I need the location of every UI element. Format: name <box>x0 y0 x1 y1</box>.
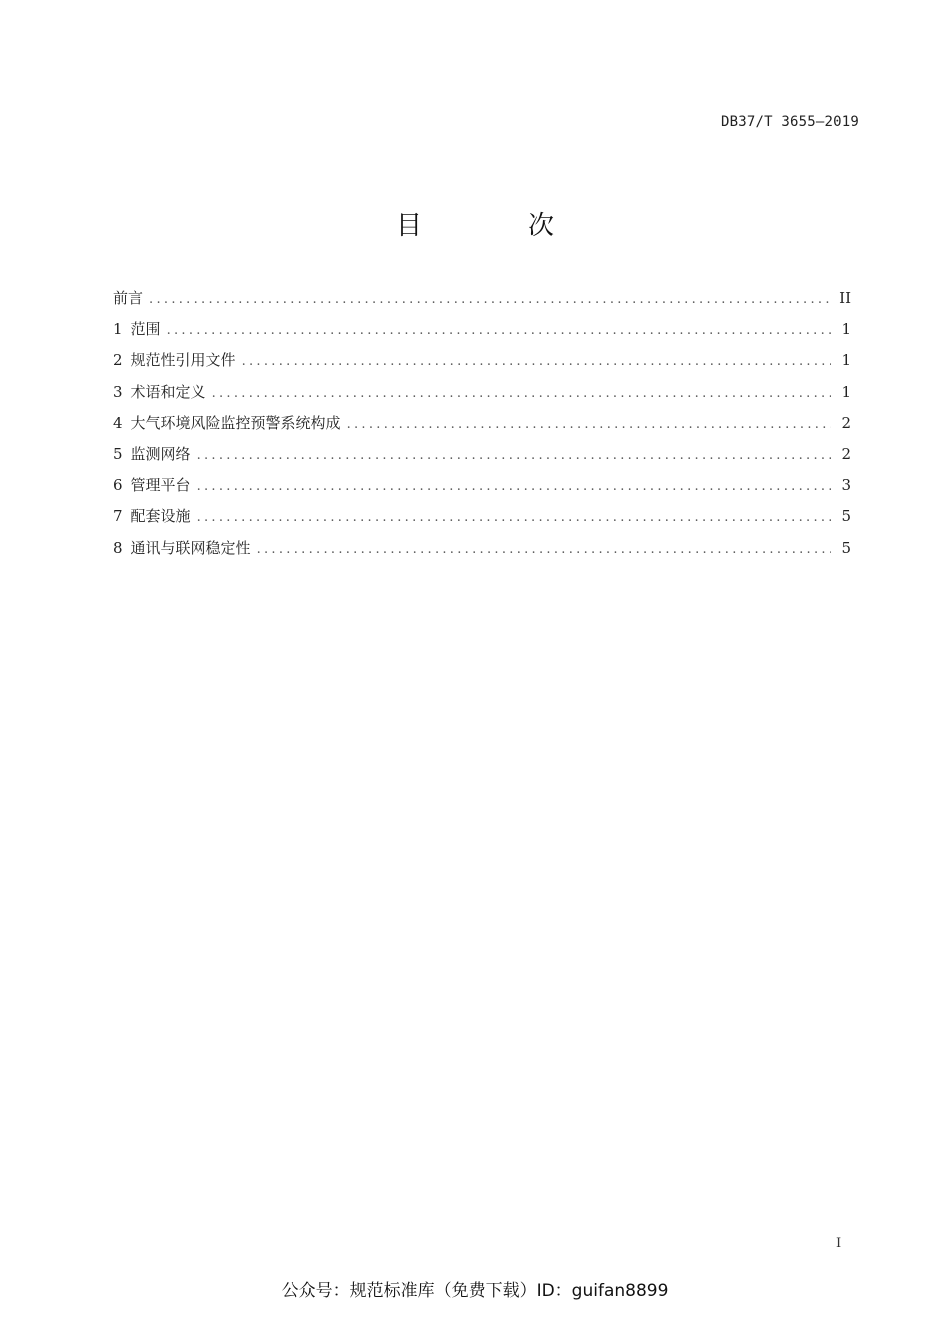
toc-item-terms-definitions[interactable] <box>113 380 851 411</box>
toc-item-label: 配套设施 <box>130 507 191 526</box>
toc-item-page: 1 <box>841 382 851 401</box>
table-of-contents <box>113 286 851 567</box>
toc-item-page: 1 <box>841 320 851 339</box>
toc-item-supporting-facilities[interactable] <box>113 504 851 535</box>
toc-item-number: 8 <box>113 538 123 557</box>
toc-item-label: 规范性引用文件 <box>130 351 236 370</box>
toc-item-page: 1 <box>841 351 851 370</box>
toc-item-label: 前言 <box>113 289 144 307</box>
toc-title: 目 次 <box>395 211 594 241</box>
footer-note: 公众号：规范标准库（免费下载）ID：guifan8899 <box>281 1281 669 1301</box>
toc-item-scope[interactable] <box>113 317 851 348</box>
toc-item-communication-stability[interactable] <box>113 536 851 567</box>
toc-item-page: 2 <box>841 444 851 463</box>
toc-item-page: 5 <box>841 538 851 557</box>
page-number: I <box>836 1236 842 1251</box>
toc-item-number: 1 <box>113 320 123 339</box>
toc-item-label: 监测网络 <box>130 444 191 463</box>
toc-item-label: 术语和定义 <box>130 382 206 401</box>
toc-item-number: 2 <box>113 351 123 370</box>
toc-dot-leader <box>167 319 831 343</box>
toc-item-page: 5 <box>841 507 851 526</box>
toc-dot-leader <box>242 350 831 374</box>
toc-item-label: 通讯与联网稳定性 <box>130 538 251 557</box>
toc-item-foreword[interactable] <box>113 286 851 317</box>
toc-item-page: II <box>839 289 851 307</box>
toc-item-monitoring-network[interactable] <box>113 442 851 473</box>
toc-item-management-platform[interactable] <box>113 473 851 504</box>
toc-item-label: 大气环境风险监控预警系统构成 <box>130 413 341 432</box>
toc-item-page: 2 <box>841 413 851 432</box>
toc-item-number: 4 <box>113 413 123 432</box>
toc-dot-leader <box>347 413 831 437</box>
toc-dot-leader <box>197 444 831 468</box>
toc-dot-leader <box>197 475 831 499</box>
toc-dot-leader <box>257 538 831 562</box>
toc-item-system-composition[interactable] <box>113 411 851 442</box>
toc-item-page: 3 <box>841 476 851 495</box>
toc-dot-leader <box>197 506 831 530</box>
toc-item-number: 5 <box>113 444 123 463</box>
toc-dot-leader <box>149 288 831 312</box>
toc-item-number: 7 <box>113 507 123 526</box>
toc-dot-leader <box>212 382 831 406</box>
toc-item-number: 3 <box>113 382 123 401</box>
standard-code: DB37/T 3655—2019 <box>720 114 859 130</box>
toc-item-number: 6 <box>113 476 123 495</box>
toc-item-normative-references[interactable] <box>113 348 851 379</box>
toc-item-label: 管理平台 <box>130 476 191 495</box>
toc-item-label: 范围 <box>130 320 161 339</box>
